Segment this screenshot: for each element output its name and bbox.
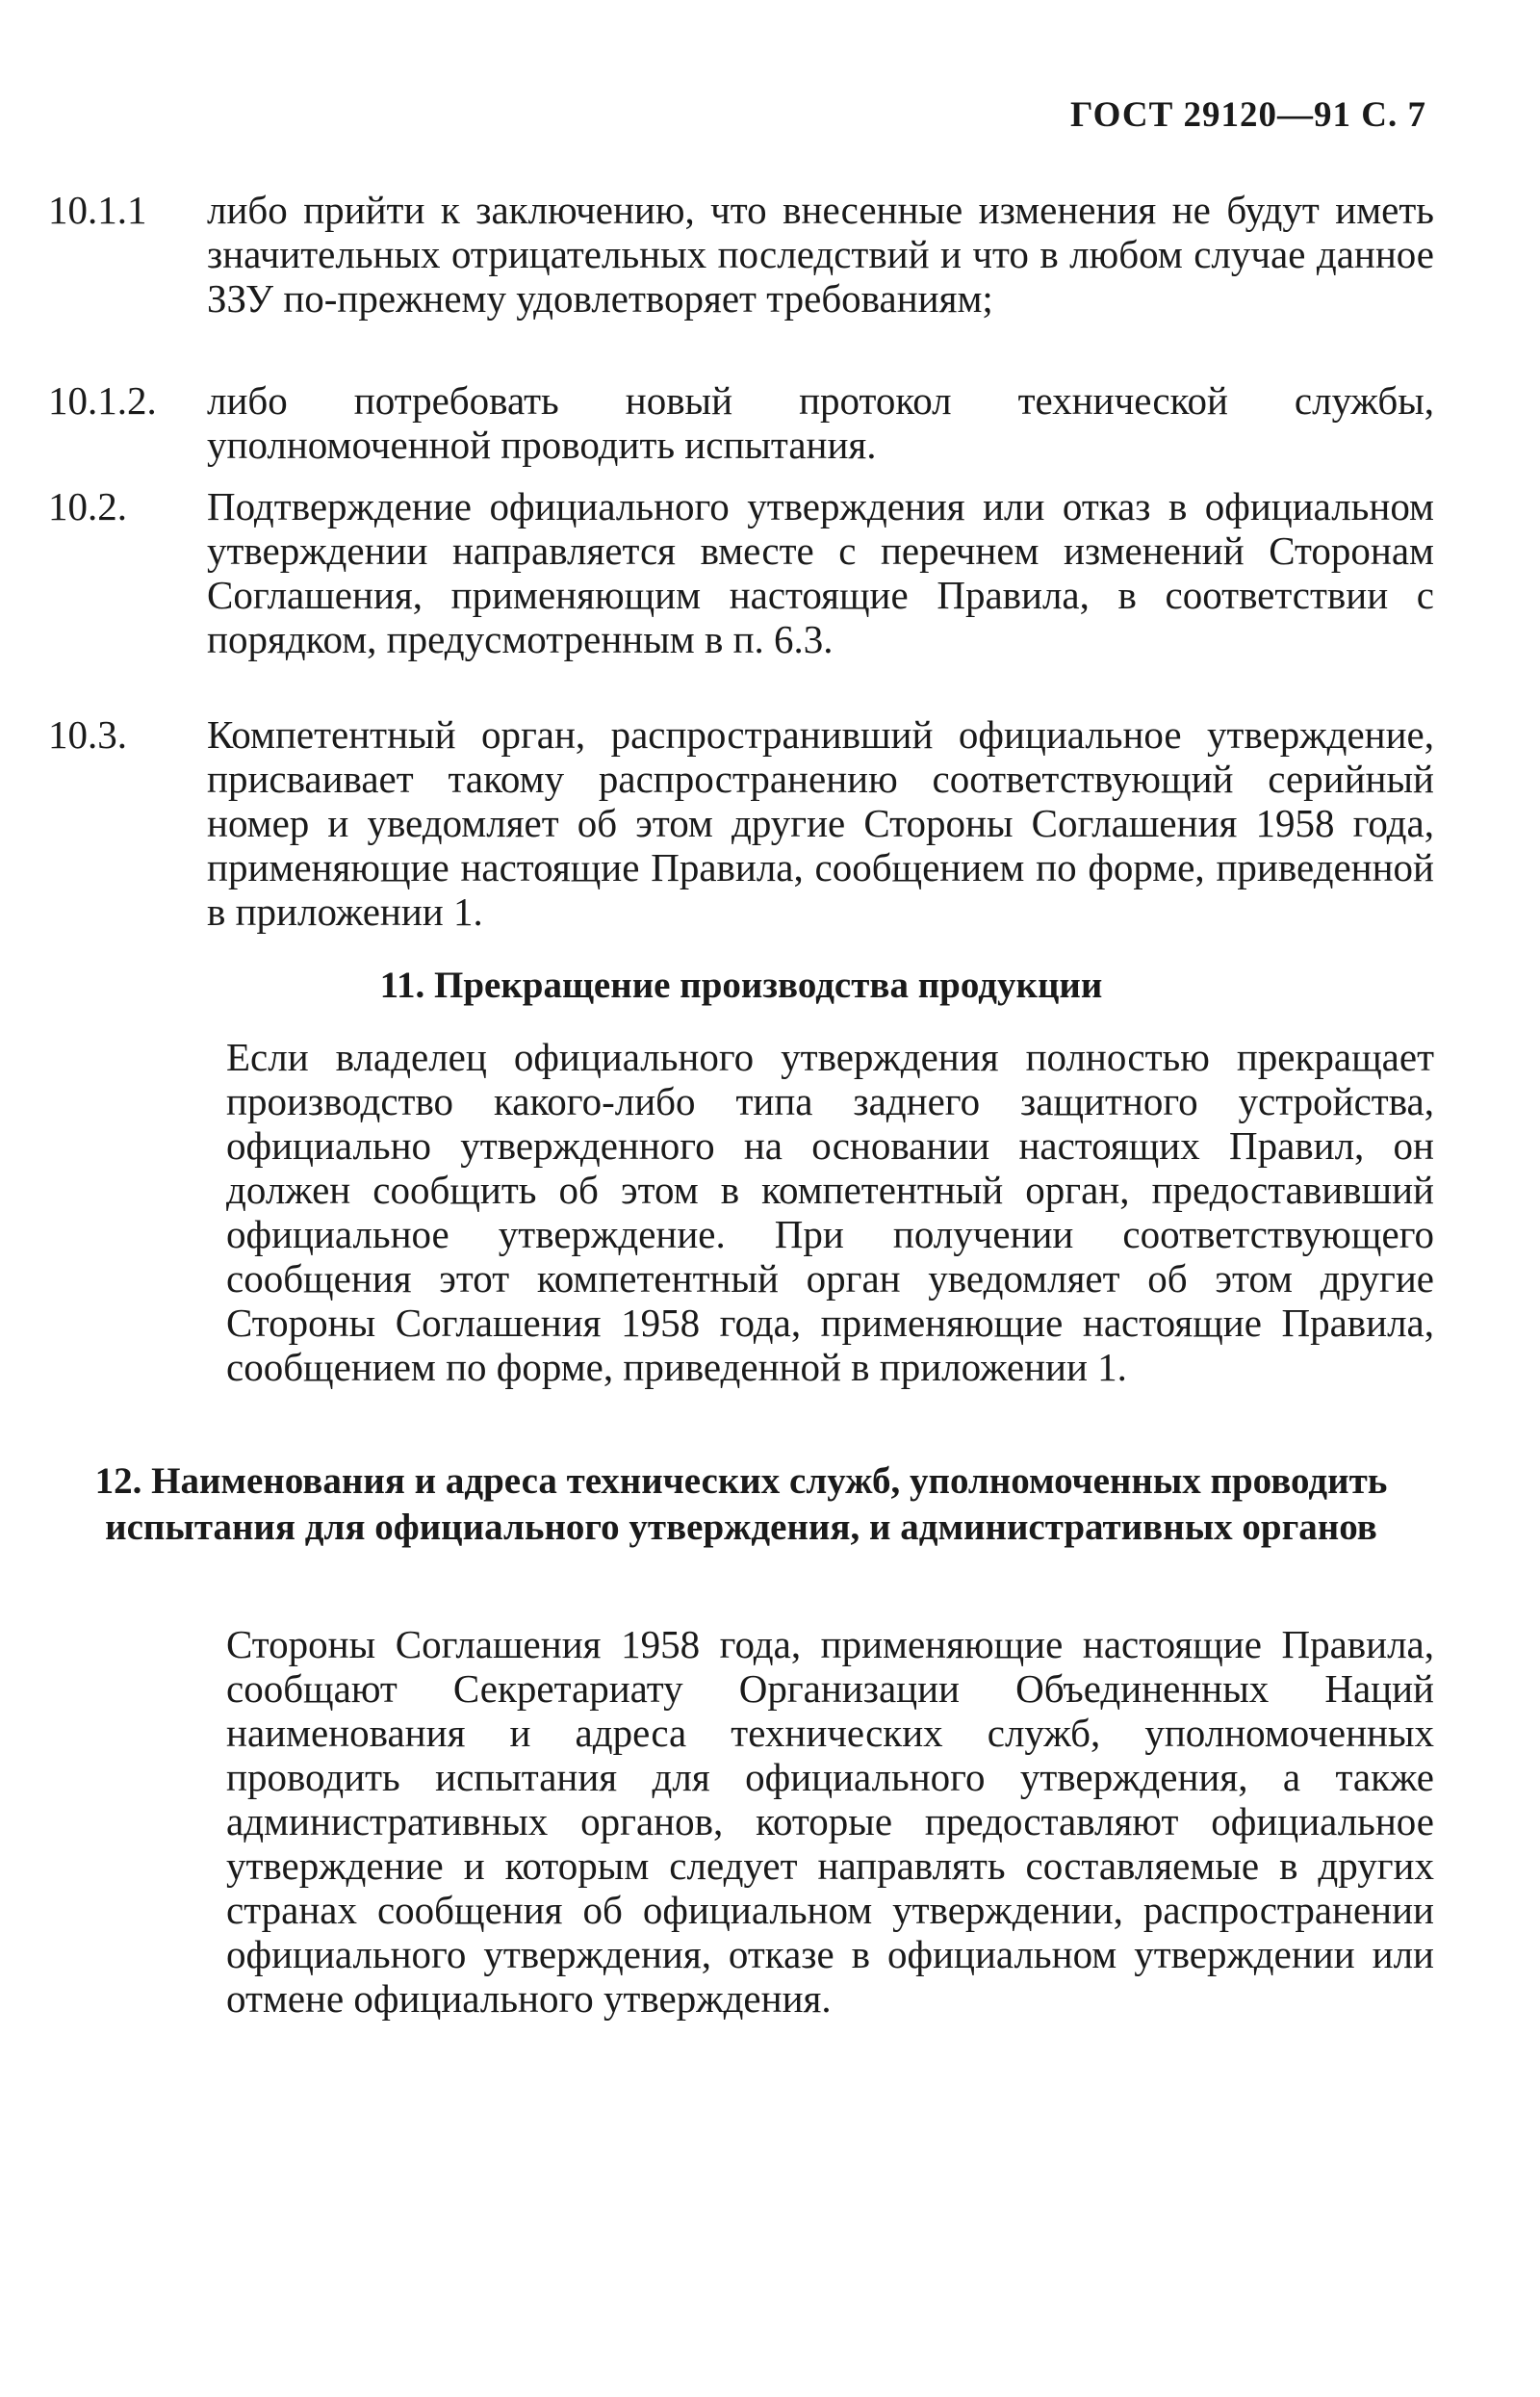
clause-10-3 (48, 712, 1434, 934)
clause-10-1-1 (48, 188, 1434, 321)
clause-number: 10.1.1 (48, 188, 147, 232)
clause-number: 10.1.2. (48, 378, 157, 423)
clause-text: Компетентный орган, распространивший официальное утверждение, присваивает такому распространению соответствующий серийный номер и уведомляет об этом другие Стороны Соглашения 1958 года, применяющие настоящие Правила, сообщением по форме, приведенной в приложении 1. (207, 712, 1434, 934)
clause-10-2 (48, 484, 1434, 661)
clause-text: Подтверждение официального утверждения или отказ в официальном утверждении направляется вместе с перечнем изменений Сторонам Соглашения, применяющим настоящие Правила, в соответствии с порядком, предусмотренным в п. 6.3. (207, 484, 1434, 661)
running-header: ГОСТ 29120—91 С. 7 (1070, 95, 1426, 135)
section-11-heading: 11. Прекращение производства продукции (379, 965, 1103, 1006)
clause-number: 10.3. (48, 712, 127, 757)
section-12-heading: 12. Наименования и адреса технических служб, уполномоченных проводить испытания для официального утверждения, и административных органов (94, 1460, 1388, 1548)
clause-text: либо прийти к заключению, что внесенные изменения не будут иметь значительных отрицательных последствий и что в любом случае данное ЗЗУ по-прежнему удовлетворяет требованиям; (207, 188, 1434, 321)
clause-text: либо потребовать новый протокол технической службы, уполномоченной проводить испытания. (207, 378, 1434, 467)
clause-number: 10.2. (48, 484, 127, 528)
section-11-body: Если владелец официального утверждения полностью прекращает производство какого-либо типа заднего защитного устройства, официально утвержденного на основании настоящих Правил, он должен сообщить об этом в компетентный орган, предоставивший официальное утверждение. При получении соответствующего сообщения этот компетентный орган уведомляет об этом другие Стороны Соглашения 1958 года, применяющие настоящие Правила, сообщением по форме, приведенной в приложении 1. (226, 1035, 1434, 1389)
clause-10-1-2 (48, 378, 1434, 467)
section-12-body: Стороны Соглашения 1958 года, применяющие настоящие Правила, сообщают Секретариату Организации Объединенных Наций наименования и адреса технических служб, уполномоченных проводить испытания для официального утверждения, а также административных органов, которые предоставляют официальное утверждение и которым следует направлять составляемые в других странах сообщения об официальном утверждении, распространении официального утверждения, отказе в официальном утверждении или отмене официального утверждения. (226, 1622, 1434, 2021)
